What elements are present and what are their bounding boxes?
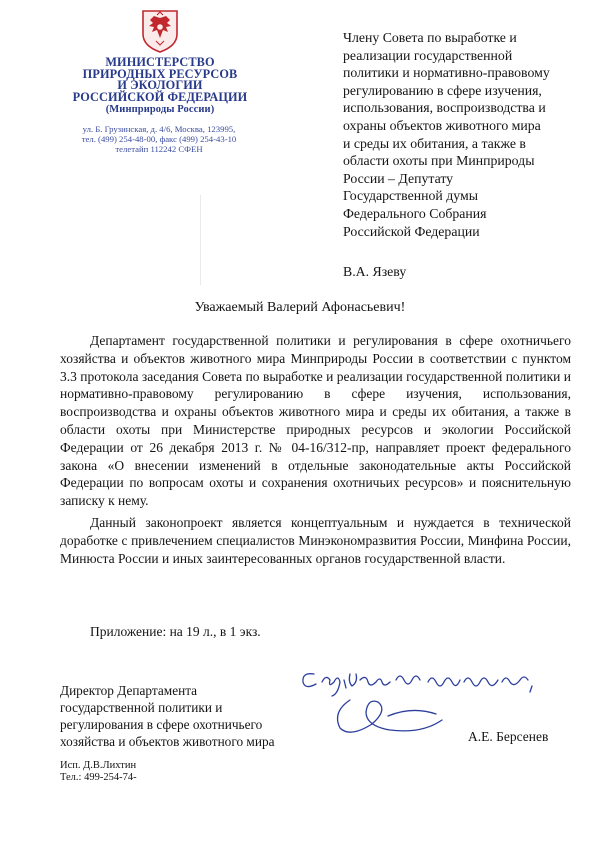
- signer-title-line: Директор Департамента: [60, 683, 198, 698]
- body-paragraph: Данный законопроект является концептуальным и нуждается в технической доработке с привлечением специалистов Минэкономразвития России, Минфина России, Минюста России и иных заинтересованных органов государственной власти.: [60, 514, 571, 566]
- addressee-line: и среды их обитания, а также в: [343, 135, 526, 151]
- signer-title-line: государственной политики и: [60, 700, 223, 715]
- addressee-line: Российской Федерации: [343, 223, 480, 239]
- address-line: тел. (499) 254-48-00, факс (499) 254-43-10: [81, 134, 237, 145]
- executor-info: [60, 760, 260, 785]
- ministry-short-name: (Минприроды России): [105, 103, 215, 115]
- ministry-line: И ЭКОЛОГИИ: [117, 78, 203, 93]
- addressee-line: охраны объектов животного мира: [343, 117, 541, 133]
- signer-title: [60, 682, 310, 750]
- addressee-line: России – Депутату: [343, 170, 454, 186]
- addressee-line: Члену Совета по выработке и: [343, 30, 517, 45]
- addressee-line: Федерального Собрания: [343, 205, 487, 221]
- addressee-name: В.А. Язеву: [343, 264, 407, 279]
- addressee-line: использования, воспроизводства и: [343, 100, 546, 116]
- ministry-address: [70, 124, 248, 155]
- salutation: Уважаемый Валерий Афонасьевич!: [194, 300, 406, 315]
- executor-name: Исп. Д.В.Лихтин: [60, 760, 137, 771]
- addressee-line: реализации государственной: [343, 47, 513, 63]
- executor-phone: Тел.: 499-254-74-: [60, 772, 137, 784]
- address-line: телетайп 112242 СФЕН: [115, 144, 203, 155]
- ministry-line: ПРИРОДНЫХ РЕСУРСОВ: [82, 66, 238, 81]
- addressee-line: политики и нормативно-правовому: [343, 65, 550, 81]
- addressee-block: [343, 29, 583, 240]
- faded-stamp-mark: [200, 195, 261, 285]
- signer-name: А.Е. Берсенев: [468, 729, 549, 744]
- signer-title-line: хозяйства и объектов животного мира: [60, 734, 275, 749]
- ministry-name: [70, 57, 250, 116]
- handwritten-signature: [292, 660, 562, 740]
- addressee-line: регулированию в сфере изучения,: [343, 82, 542, 98]
- ministry-line: РОССИЙСКОЙ ФЕДЕРАЦИИ: [72, 90, 248, 105]
- body-paragraph: Департамент государственной политики и регулирования в сфере охотничьего хозяйства и объектов животного мира Минприроды России в соответствии с пунктом 3.3 протокола заседания Совета по выработке и реализации государственной политики и нормативно-правовому регулированию в сфере изучения, использования, воспроизводства и охраны объектов животного мира и среды их обитания, а также в области охоты при Министерстве природных ресурсов и экологии Российской Федерации от 26 декабря 2013 г. № 04-16/312-пр, направляет проект федерального закона «О внесении изменений в отдельные законодательные акты Российской Федерации по вопросам охоты и сохранения охотничьих ресурсов» и пояснительную записку к нему.: [60, 333, 571, 509]
- letter-body: [60, 332, 571, 567]
- addressee-line: Государственной думы: [343, 188, 478, 204]
- russian-coat-of-arms-icon: [140, 8, 180, 54]
- ministry-line: МИНИСТЕРСТВО: [105, 55, 215, 69]
- attachment-note: Приложение: на 19 л., в 1 экз.: [90, 624, 261, 639]
- address-line: ул. Б. Грузинская, д. 4/6, Москва, 123995,: [82, 124, 236, 134]
- addressee-line: области охоты при Минприроды: [343, 153, 535, 169]
- signer-title-line: регулирования в сфере охотничьего: [60, 717, 263, 732]
